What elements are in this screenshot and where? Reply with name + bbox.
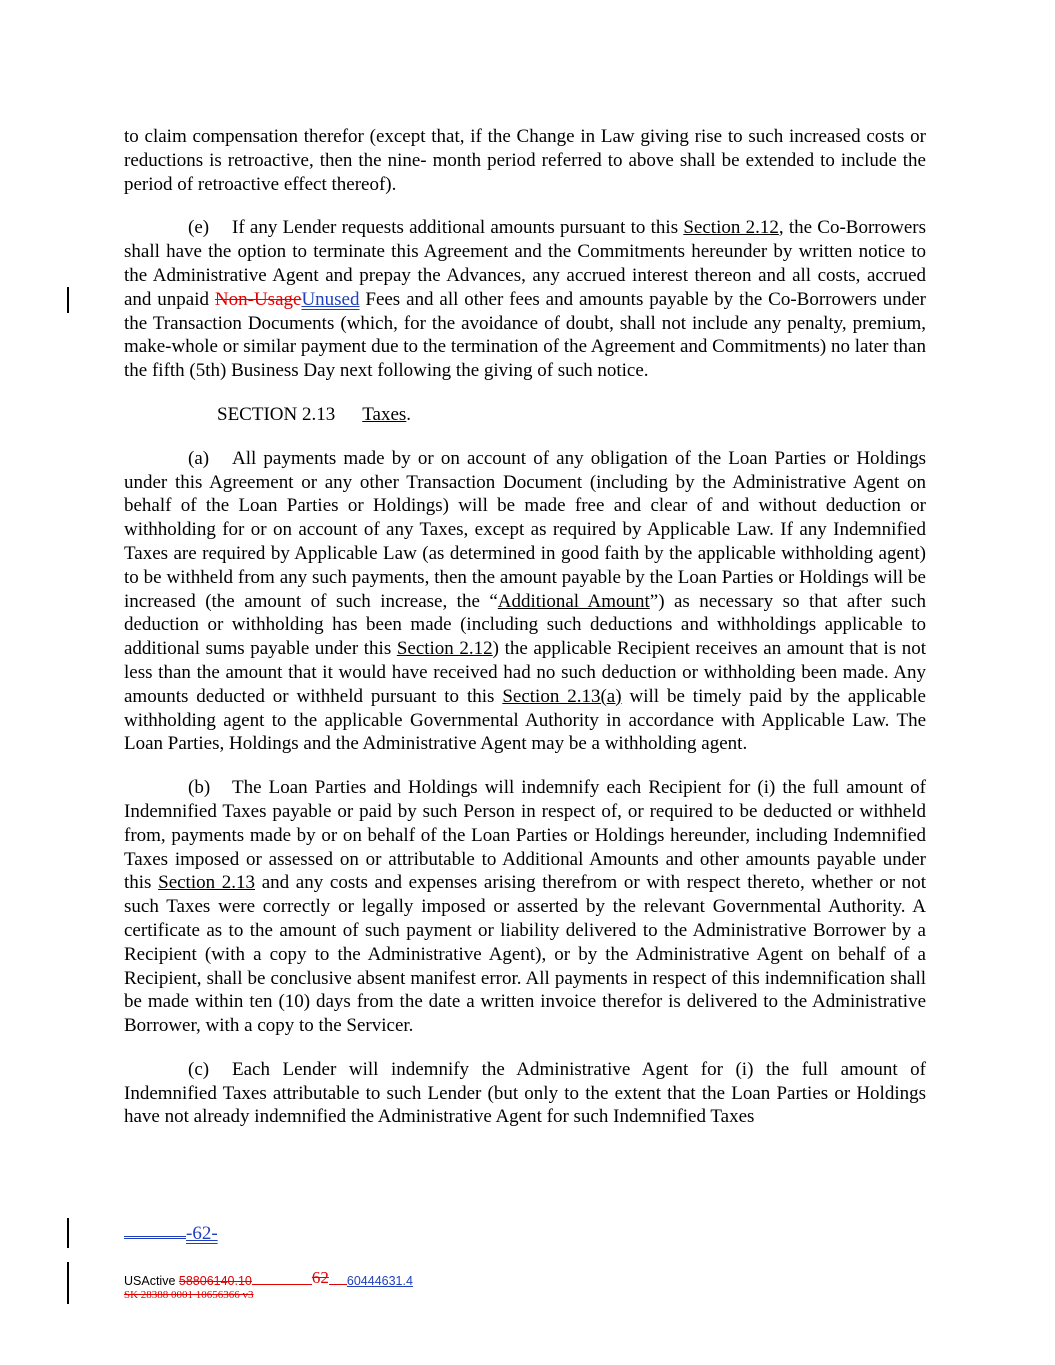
deleted-docid: 58806140.10 <box>178 1274 252 1288</box>
paragraph-a: (a) All payments made by or on account of any obligation of the Loan Parties or Holdings under this Agreement or any other Transaction Document (including by the Administrative Agent on behalf of the Loan Parties or Holdings) will be made free and clear of and without deduction or withholding for or on account of any Taxes, except as required by Applicable Law. If any Indemnified Taxes are required by Applicable Law (as determined in good faith by the applicable withholding agent) to be withheld from any such payments, then the amount payable by the Loan Parties or Holdings will be increased (the amount of such increase, the “Additional Amount”) as necessary so that after such deduction or withholding has been made (including such deductions and withholdings applicable to additional sums payable under this Section 2.12) the applicable Recipient receives an amount that is not less than the amount that it would have received had no such deduction or withholding been made. Any amounts deducted or withheld pursuant to this Section 2.13(a) will be timely paid by the applicable withholding agent to the applicable Governmental Authority in accordance with Applicable Law. The Loan Parties, Holdings and the Administrative Agent may be a withholding agent. <box>124 447 927 755</box>
paragraph-label: (c) <box>188 1058 210 1080</box>
paragraph-c: (c) Each Lender will indemnify the Administrative Agent for (i) the full amount of Indemnified Taxes attributable to such Lender (but only to the extent that the Loan Parties or Holdings have not already indemnified the Administrative Agent for such Indemnified Taxes <box>124 1058 926 1128</box>
section-heading: SECTION 2.13 Taxes. <box>217 403 412 425</box>
inserted-text: Unused <box>301 288 360 310</box>
section-reference[interactable]: Section 2.13(a) <box>502 685 622 707</box>
section-reference[interactable]: Section 2.13 <box>158 872 256 894</box>
footer-label: USActive <box>124 1274 179 1288</box>
paragraph-label: (a) <box>188 447 210 469</box>
document-footer <box>124 1268 413 1288</box>
change-bar <box>67 1262 69 1304</box>
paragraph-label: (e) <box>188 217 210 239</box>
paragraph-continuation: to claim compensation therefor (except that, if the Change in Law giving rise to such increased costs or reductions is retroactive, then the nine- month period referred to above shall be extended to include the period of retroactive effect thereof). <box>124 126 926 195</box>
section-reference[interactable]: Section 2.12 <box>396 638 493 660</box>
new-docid: 60444631.4 <box>346 1274 413 1288</box>
defined-term: Additional Amount <box>497 590 650 612</box>
paragraph-label: (b) <box>188 777 211 799</box>
deleted-text: Non-Usage <box>214 288 302 310</box>
deleted-page-number: 62 <box>311 1268 329 1287</box>
deleted-gap <box>252 1279 312 1285</box>
change-bar <box>67 287 69 313</box>
section-number: SECTION 2.13 <box>217 403 336 425</box>
deleted-gap <box>329 1279 347 1285</box>
document-page <box>124 125 926 1149</box>
page-number: -62- <box>124 1222 218 1245</box>
change-bar <box>67 1218 69 1248</box>
section-title: Taxes <box>362 403 407 425</box>
inserted-space <box>124 1222 186 1239</box>
section-reference[interactable]: Section 2.12 <box>683 217 779 239</box>
deleted-footer-line: SK 28388 0001 10656366 v3 <box>124 1289 254 1301</box>
paragraph-e: (e) If any Lender requests additional amounts pursuant to this Section 2.12, the Co-Borrowers shall have the option to terminate this Agreement and the Commitments hereunder by written notice to the Administrative Agent and prepay the Advances, any accrued interest thereon and all costs, accrued and unpaid Non-UsageUnused Fees and all other fees and amounts payable by the Co-Borrowers under the Transaction Documents (which, for the avoidance of doubt, shall not include any penalty, premium, make-whole or similar payment due to the termination of the Agreement and Commitments) no later than the fifth (5th) Business Day next following the giving of such notice. <box>124 217 926 382</box>
paragraph-b: (b) The Loan Parties and Holdings will indemnify each Recipient for (i) the full amount of Indemnified Taxes payable or paid by such Person in respect of, or required to be deducted or withheld from, payments made by or on behalf of the Loan Parties or Holdings hereunder, including Indemnified Taxes imposed or assessed on or attributable to Additional Amounts and other amounts payable under this Section 2.13 and any costs and expenses arising therefrom or with respect thereto, whether or not such Taxes were correctly or legally imposed or asserted by the relevant Governmental Authority. A certificate as to the amount of such payment or liability delivered to the Administrative Borrower by a Recipient (with a copy to the Administrative Agent), or by the Administrative Agent on behalf of a Recipient, shall be conclusive absent manifest error. All payments in respect of this indemnification shall be made within ten (10) days from the date a written invoice therefor is delivered to the Administrative Borrower, with a copy to the Servicer. <box>124 777 926 1037</box>
